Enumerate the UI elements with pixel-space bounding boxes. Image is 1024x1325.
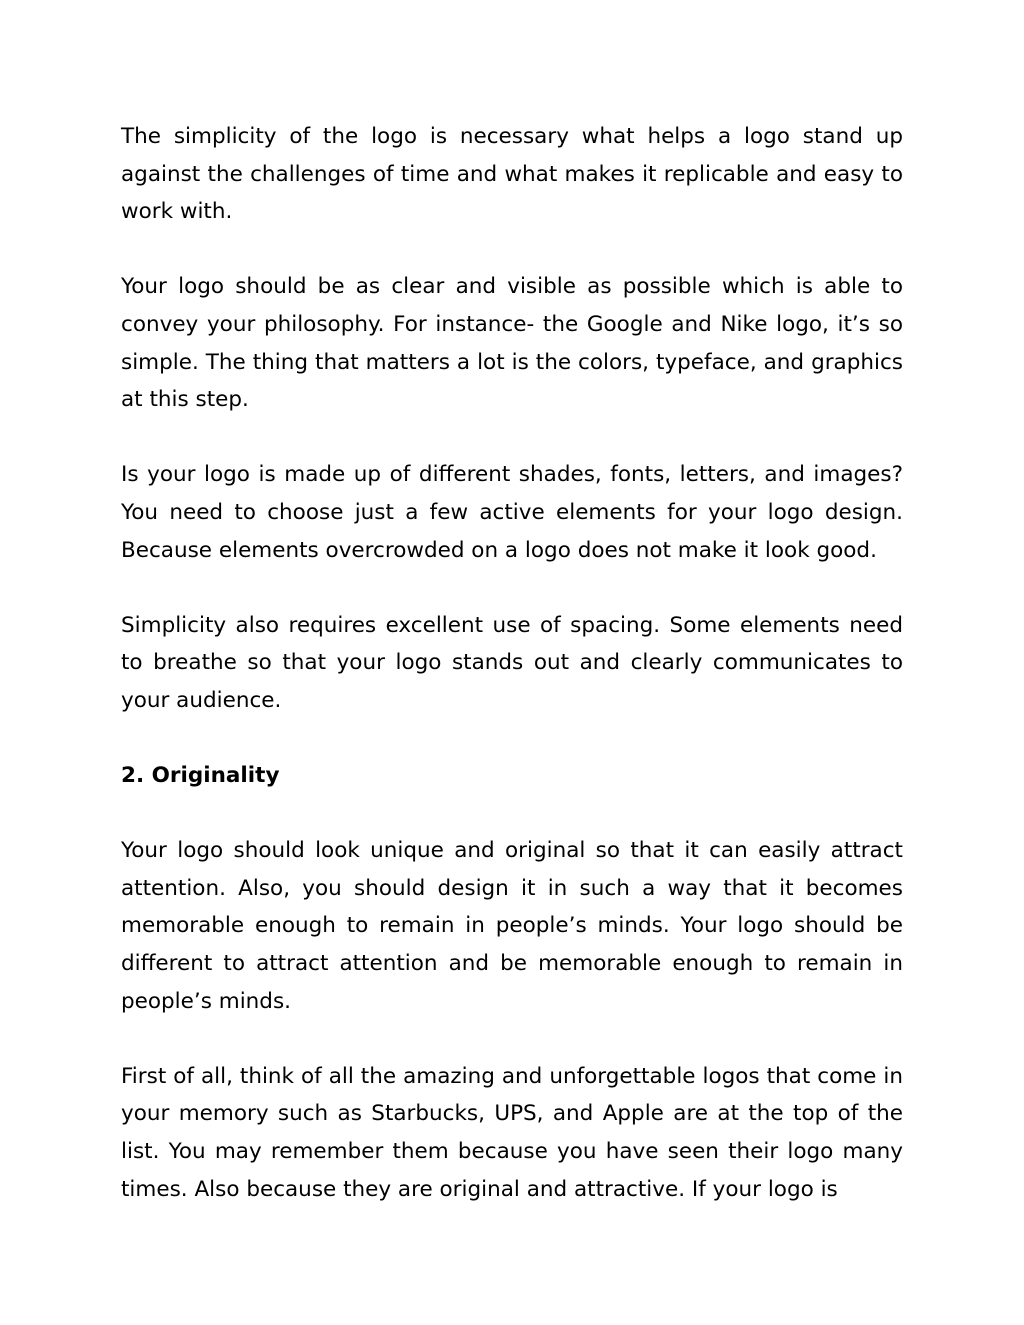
paragraph-simplicity-intro: The simplicity of the logo is necessary what helps a logo stand up against the challenges of time and what makes it replicable and easy to work with. — [121, 124, 903, 225]
paragraph-clear-visible: Your logo should be as clear and visible as possible which is able to convey your philosophy. For instance- the Google and Nike logo, it’s so simple. The thing that matters a lot is the colors, typeface, and graphics at this step. — [121, 274, 903, 413]
document-body — [121, 118, 903, 1246]
paragraph-unique-original: Your logo should look unique and original so that it can easily attract attention. Also, you should design it in such a way that it becomes memorable enough to remain in people’s minds. Your logo should be different to attract attention and be memorable enough to remain in people’s minds. — [121, 838, 903, 1014]
paragraph-memorable-logos: First of all, think of all the amazing and unforgettable logos that come in your memory such as Starbucks, UPS, and Apple are at the top of the list. You may remember them because you have seen their logo many times. Also because they are original and attractive. If your logo is — [121, 1063, 903, 1202]
paragraph-spacing: Simplicity also requires excellent use of spacing. Some elements need to breathe so that your logo stands out and clearly communicates to your audience. — [121, 612, 903, 713]
section-heading-originality: 2. Originality — [121, 763, 280, 789]
paragraph-few-elements: Is your logo is made up of different shades, fonts, letters, and images? You need to choose just a few active elements for your logo design. Because elements overcrowded on a logo does not make it look good. — [121, 462, 903, 563]
